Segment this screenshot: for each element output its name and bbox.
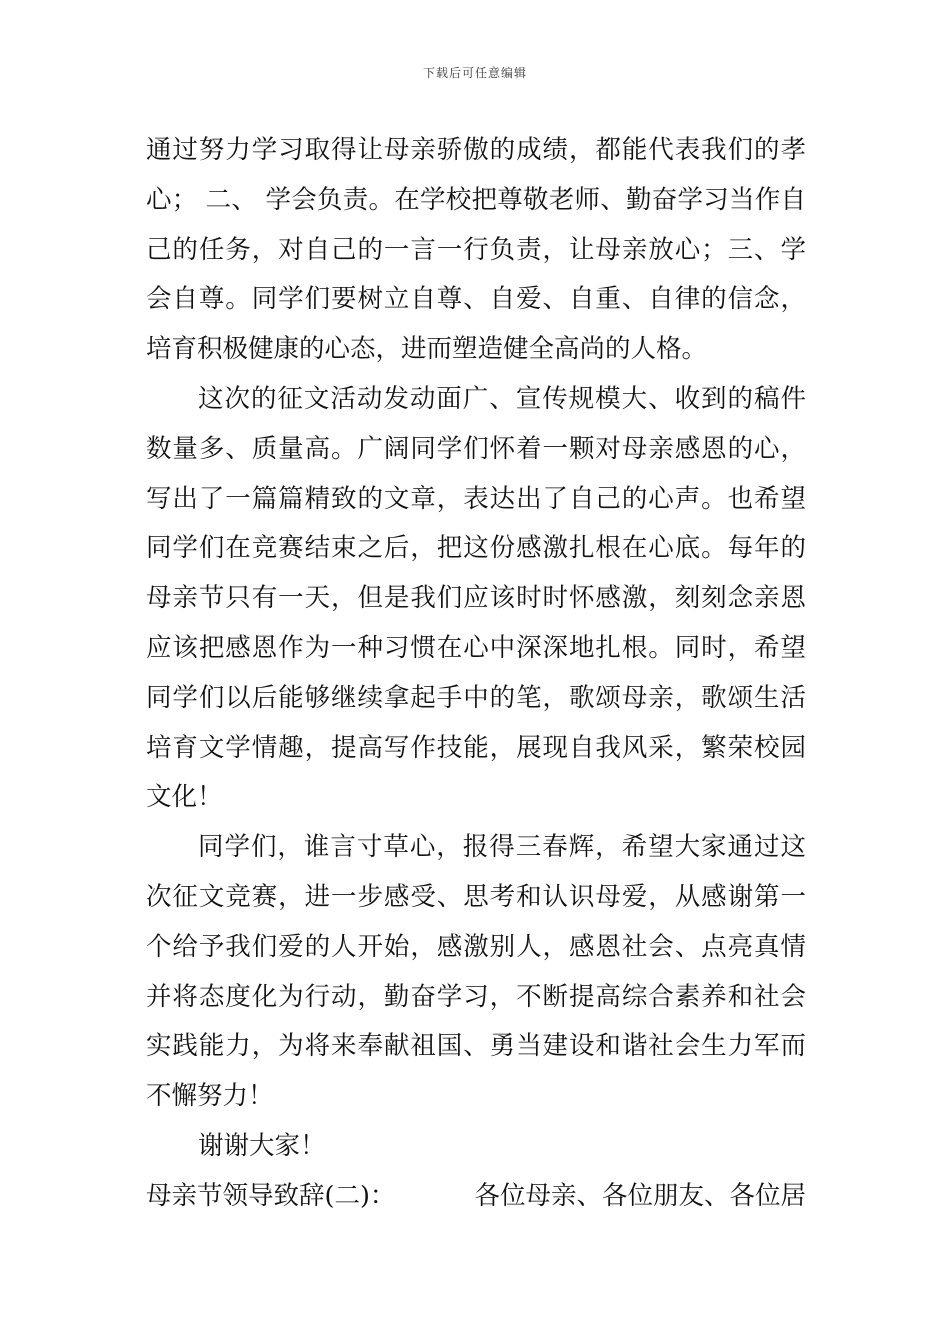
section-greeting: 各位母亲、各位朋友、各位居: [474, 1180, 806, 1211]
paragraph-3: 同学们，谁言寸草心，报得三春辉，希望大家通过这次征文竞赛，进一步感受、思考和认识母爱，从感谢第一个给予我们爱的人开始，感激别人，感恩社会、点亮真情并将态度化为行动，勤奋学习，不断提高综合素养和社会实践能力，为将来奉献祖国、勇当建设和谐社会生力军而不懈努力！: [146, 832, 806, 1112]
paragraph-1: 通过努力学习取得让母亲骄傲的成绩，都能代表我们的孝心； 二、 学会负责。在学校把尊敬老师、勤奋学习当作自己的任务，对自己的一言一行负责，让母亲放心；三、学会自尊。同学们要树立自尊、自爱、自重、自律的信念，培育积极健康的心态，进而塑造健全高尚的人格。: [146, 135, 806, 365]
paragraph-2: 这次的征文活动发动面广、宣传规模大、收到的稿件数量多、质量高。广阔同学们怀着一颗对母亲感恩的心，写出了一篇篇精致的文章，表达出了自己的心声。也希望同学们在竞赛结束之后，把这份感激扎根在心底。每年的母亲节只有一天，但是我们应该时时怀感激，刻刻念亲恩应该把感恩作为一种习惯在心中深深地扎根。同时，希望同学们以后能够继续拿起手中的笔，歌颂母亲，歌颂生活培育文学情趣，提高写作技能，展现自我风采，繁荣校园文化！: [146, 383, 806, 813]
section-heading-line: [146, 1172, 806, 1222]
page-header: 下载后可任意编辑: [422, 66, 527, 80]
document-body: [146, 126, 806, 1222]
closing-thanks: 谢谢大家！: [198, 1130, 326, 1161]
section-title: 母亲节领导致辞(二)：: [146, 1180, 396, 1211]
